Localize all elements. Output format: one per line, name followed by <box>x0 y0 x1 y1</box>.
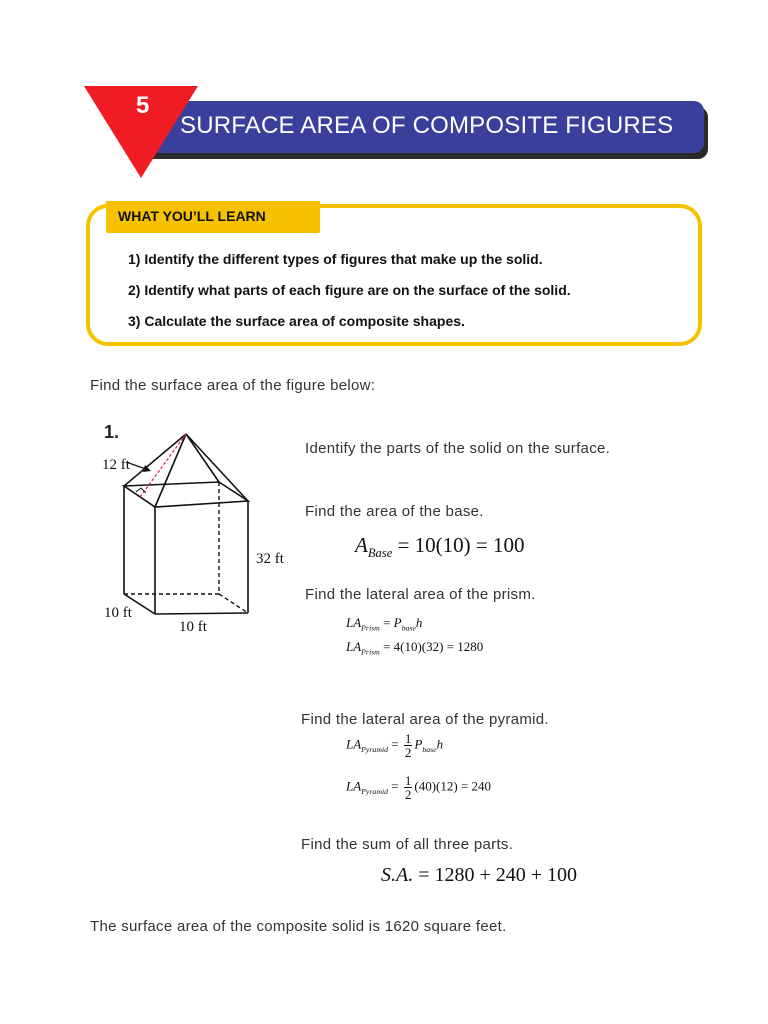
step-identify: Identify the parts of the solid on the surface. <box>305 440 611 457</box>
equation-prism-2: $LA_{Prism} = 4(10)(32) = 1280$ <box>346 639 484 657</box>
page-title: SURFACE AREA OF COMPOSITE FIGURES <box>180 112 674 139</box>
label-height: 32 ft <box>256 551 284 567</box>
learn-item-1: 1) Identify the different types of figures that make up the solid. <box>128 251 543 267</box>
pyramid-edge-right <box>186 434 248 501</box>
learn-label: WHAT YOU’LL LEARN <box>118 208 266 224</box>
equation-pyramid-2: $LA_{Pyramid}$ = $\frac{1}{2}$ (40)(12) = 240 <box>346 773 492 802</box>
composite-figure <box>95 425 295 640</box>
label-width: 10 ft <box>179 619 207 635</box>
equation-pyramid-1: $LA_{Pyramid}$ = $\frac{1}{2}$ $P_{base}h$ <box>346 731 444 760</box>
prism-hidden-edge-right <box>219 594 248 613</box>
equation-sum: S.A. = 1280 + 240 + 100 <box>381 864 578 886</box>
intro-text: Find the surface area of the figure below: <box>90 377 376 394</box>
step-pyramid-prompt: Find the lateral area of the pyramid. <box>301 711 549 728</box>
pyramid-edge-left <box>124 434 186 486</box>
lesson-number: 5 <box>136 92 150 119</box>
conclusion-text: The surface area of the composite solid is 1620 square feet. <box>90 918 507 935</box>
prism-bottom-front <box>155 613 248 614</box>
label-slant: 12 ft <box>102 457 130 473</box>
step-sum-prompt: Find the sum of all three parts. <box>301 836 514 853</box>
problem-number: 1. <box>104 422 120 442</box>
step-base-prompt: Find the area of the base. <box>305 503 484 520</box>
step-prism-prompt: Find the lateral area of the prism. <box>305 586 536 603</box>
equation-base: $A_{Base} = 10(10) = 100$ <box>355 533 525 561</box>
learn-item-2: 2) Identify what parts of each figure are on the surface of the solid. <box>128 282 571 298</box>
pyramid-edge-back <box>186 434 219 482</box>
label-depth: 10 ft <box>104 605 132 621</box>
prism-top-face <box>124 482 248 507</box>
equation-prism-1: $LA_{Prism} = P_{base}h$ <box>346 615 423 633</box>
learn-item-3: 3) Calculate the surface area of composite shapes. <box>128 313 465 329</box>
